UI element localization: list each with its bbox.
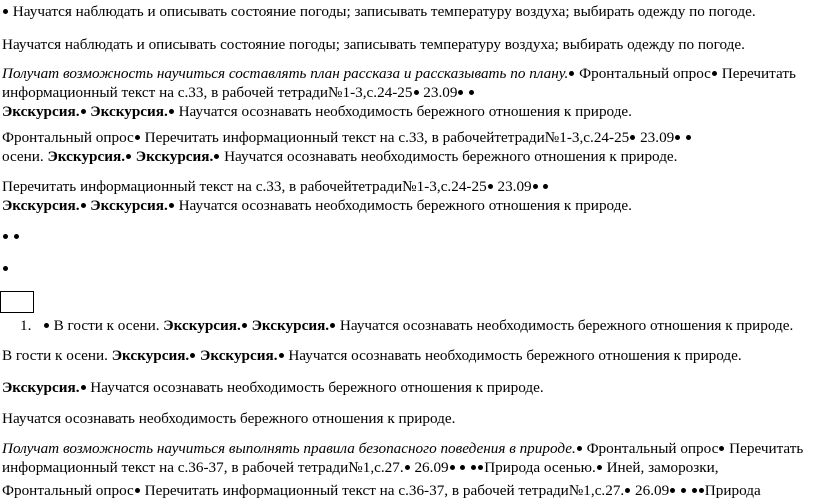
paragraph-9 <box>2 439 808 477</box>
bullet-icon <box>625 488 630 493</box>
bullet-icon <box>488 184 493 189</box>
date-text: 23.09 <box>423 84 458 101</box>
bullet-line-2 <box>2 259 808 278</box>
text: Фронтальный опрос <box>579 65 711 82</box>
list-number: 1. <box>20 317 32 334</box>
text: Перечитать информационный текст на с.33, в рабочейтетради№1-3,с.24-25 <box>144 129 630 146</box>
paragraph-8 <box>2 409 808 428</box>
text: информационный текст на с.36-37, в рабочей тетради№1,с.27. <box>2 459 404 476</box>
text: Научатся наблюдать и описывать состояние погоды; записывать температуру воздуха; выбирать одежду по погоде. <box>12 3 756 20</box>
bullet-icon <box>630 135 635 140</box>
bullet-icon <box>44 323 49 328</box>
empty-table-cell <box>0 291 34 313</box>
bullet-icon <box>169 203 174 208</box>
date-text: 26.09 <box>414 459 449 476</box>
italic-text: Получат возможность научиться выполнять правила безопасного поведения в природе. <box>2 440 576 457</box>
bold-text: Экскурсия. <box>251 317 330 334</box>
text: Фронтальный опрос <box>2 129 134 146</box>
date-text: 23.09 <box>640 129 675 146</box>
bullet-icon <box>135 488 140 493</box>
bullet-icon <box>14 234 19 239</box>
bold-text: Экскурсия. <box>2 379 80 396</box>
bullet-icon <box>414 90 419 95</box>
list-item <box>20 316 816 335</box>
bullet-icon <box>405 465 410 470</box>
text: Научатся осознавать необходимость бережного отношения к природе. <box>224 148 678 165</box>
text: Фронтальный опрос <box>2 482 134 499</box>
bullet-icon <box>169 109 174 114</box>
bullet-icon <box>3 266 8 271</box>
text: Перечитать <box>721 65 796 82</box>
bullet-icon <box>190 353 195 358</box>
text: Научатся осознавать необходимость бережного отношения к природе. <box>90 379 544 396</box>
bullet-icon <box>686 135 691 140</box>
bullet-icon <box>3 234 8 239</box>
bullet-icon <box>471 465 476 470</box>
text: Перечитать информационный текст на с.33, в рабочейтетради№1-3,с.24-25 <box>2 178 487 195</box>
bullet-icon <box>135 135 140 140</box>
text: Природа осенью. <box>484 459 596 476</box>
bullet-icon <box>450 465 455 470</box>
text: Перечитать информационный текст на с.36-37, в рабочей тетради№1,с.27. <box>144 482 625 499</box>
text: В гости к осени. <box>53 317 160 334</box>
bullet-icon <box>577 446 582 451</box>
bullet-icon <box>81 203 86 208</box>
bullet-icon <box>478 465 483 470</box>
bullet-icon <box>670 488 675 493</box>
bold-text: Экскурсия. <box>111 347 190 364</box>
bullet-icon <box>543 184 548 189</box>
bullet-icon <box>719 446 724 451</box>
bullet-icon <box>675 135 680 140</box>
date-text: 26.09 <box>635 482 670 499</box>
bullet-icon <box>460 465 465 470</box>
bold-text: Экскурсия. <box>200 347 278 364</box>
bold-text: Экскурсия. <box>2 197 80 214</box>
bold-text: Экскурсия. <box>2 103 80 120</box>
bullet-icon <box>569 71 574 76</box>
paragraph-10 <box>2 481 808 500</box>
text: Научатся осознавать необходимость бережного отношения к природе. <box>178 103 632 120</box>
bullet-icon <box>699 488 704 493</box>
text: Научатся наблюдать и описывать состояние погоды; записывать температуру воздуха; выбирать одежду по погоде. <box>2 36 745 53</box>
text: Перечитать <box>729 440 804 457</box>
paragraph-5 <box>2 177 808 215</box>
text: осени. <box>2 148 44 165</box>
bold-text: Экскурсия. <box>135 148 214 165</box>
bullet-icon <box>279 353 284 358</box>
paragraph-4 <box>2 128 808 166</box>
text: Иней, заморозки, <box>606 459 719 476</box>
bullet-icon <box>681 488 686 493</box>
bold-text: Экскурсия. <box>90 197 168 214</box>
text: Научатся осознавать необходимость бережного отношения к природе. <box>2 410 456 427</box>
bullet-icon <box>533 184 538 189</box>
bullet-icon <box>469 90 474 95</box>
text: В гости к осени. <box>2 347 108 364</box>
paragraph-2 <box>2 35 808 54</box>
bullet-icon <box>712 71 717 76</box>
paragraph-6 <box>2 346 808 365</box>
bold-text: Экскурсия. <box>163 317 241 334</box>
bullet-icon <box>242 323 247 328</box>
bold-text: Экскурсия. <box>90 103 168 120</box>
text: информационный текст на с.33, в рабочей тетради№1-3,с.24-25 <box>2 84 413 101</box>
bullet-icon <box>81 385 86 390</box>
bullet-icon <box>692 488 697 493</box>
bullet-line-1 <box>2 227 808 246</box>
text: Научатся осознавать необходимость бережного отношения к природе. <box>288 347 742 364</box>
bullet-icon <box>81 109 86 114</box>
paragraph-7 <box>2 378 808 397</box>
text: Природа <box>704 482 761 499</box>
bullet-icon <box>214 154 219 159</box>
bold-text: Экскурсия. <box>47 148 125 165</box>
bullet-icon <box>458 90 463 95</box>
text: Научатся осознавать необходимость бережного отношения к природе. <box>178 197 632 214</box>
italic-text: Получат возможность научиться составлять план рассказа и рассказывать по плану. <box>2 65 569 82</box>
bullet-icon <box>126 154 131 159</box>
paragraph-3 <box>2 64 808 121</box>
bullet-icon <box>597 465 602 470</box>
bullet-icon <box>3 9 8 14</box>
date-text: 23.09 <box>497 178 532 195</box>
text: Фронтальный опрос <box>586 440 719 457</box>
text: Научатся осознавать необходимость бережного отношения к природе. <box>339 317 794 334</box>
paragraph-1 <box>2 2 808 21</box>
bullet-icon <box>330 323 335 328</box>
